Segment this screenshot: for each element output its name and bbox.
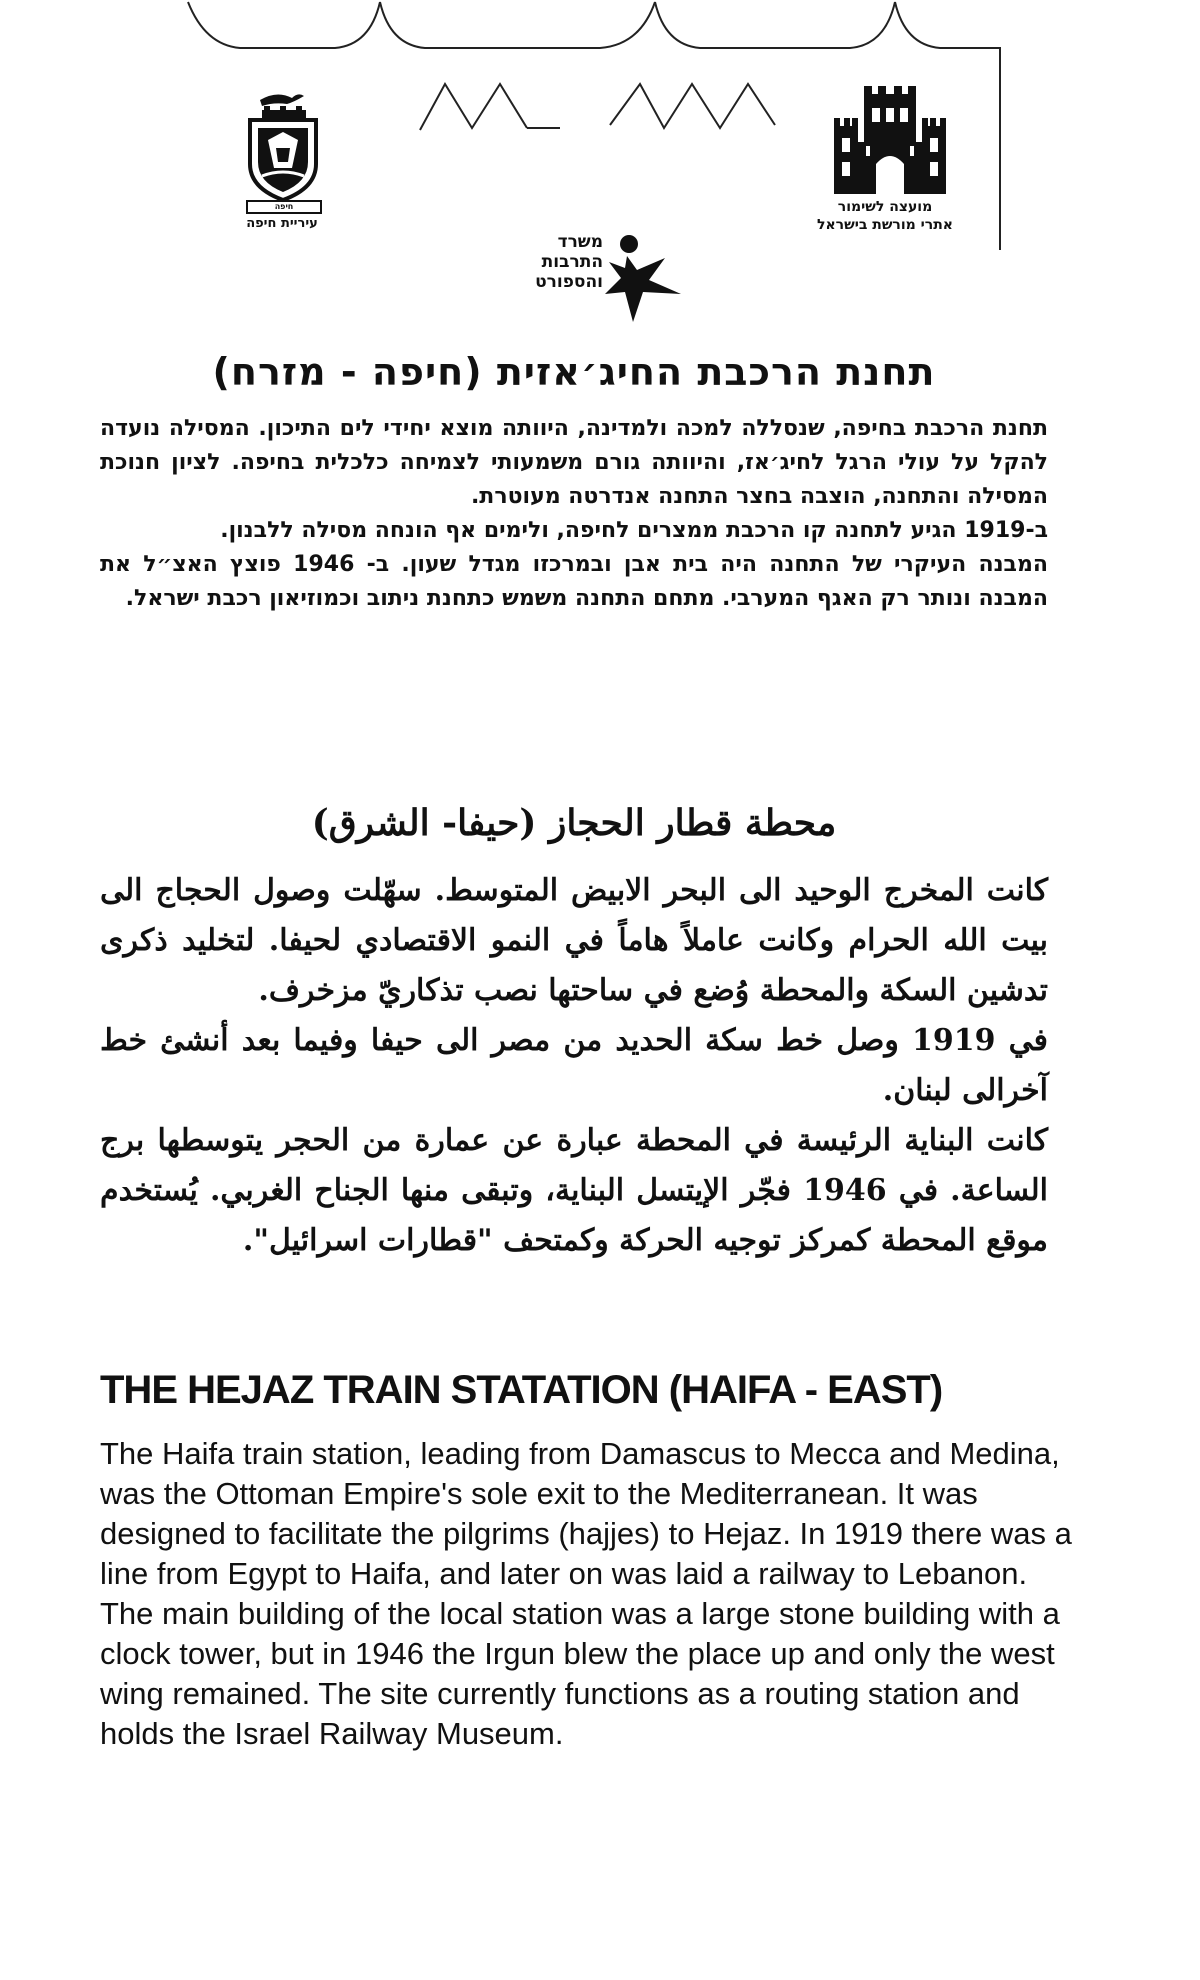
ministry-logo-line3: והספורט	[535, 272, 603, 292]
dancing-star-icon	[603, 232, 683, 324]
hebrew-paragraph-1: תחנת הרכבת בחיפה, שנסללה למכה ולמדינה, היוותה מוצא יחידי לים התיכון. המסילה נועדה להקל על עולי הרגל לחיג׳אז, והיוותה גורם משמעותי לצמיחה כלכלית בחיפה. לציון חנוכת המסילה והתחנה, הוצבה בחצר התחנה אנדרטה מעוטרת.	[100, 416, 1048, 509]
decorative-top-border	[0, 0, 1200, 260]
ministry-culture-sport-logo	[505, 230, 685, 330]
english-section	[100, 1366, 1100, 1754]
arabic-paragraph-2: في 1919 وصل خط سكة الحديد من مصر الى حيفا وفيما بعد أنشئ خط آخرالى لبنان.	[100, 1023, 1049, 1108]
council-logo-caption-line1: מועצה לשימור	[837, 199, 933, 215]
hebrew-paragraph-2: ב-1919 הגיע לתחנה קו הרכבת ממצרים לחיפה, ולימים אף הונחה מסילה ללבנון.	[220, 518, 1048, 543]
heritage-council-logo	[790, 86, 980, 246]
haifa-logo-caption: עיריית חיפה	[246, 216, 318, 231]
council-logo-caption-line2: אתרי מורשת בישראל	[817, 217, 953, 233]
haifa-logo-banner: חיפה	[246, 200, 322, 214]
hebrew-paragraph-3: המבנה העיקרי של התחנה היה בית אבן ובמרכזו מגדל שעון. ב- 1946 פוצץ האצ״ל את המבנה ונותר רק האגף המערבי. מתחם התחנה משמש כתחנת ניתוב וכמוזיאון רכבת ישראל.	[100, 552, 1048, 611]
ministry-logo-line2: התרבות	[541, 252, 603, 272]
english-paragraph-2: The main building of the local station was a large stone building with a clock tower, but in 1946 the Irgun blew the place up and only the west wing remained. The site currently functions as a routing station and holds the Israel Railway Museum.	[100, 1596, 1060, 1751]
english-title: THE HEJAZ TRAIN STATATION (HAIFA - EAST)	[100, 1368, 943, 1412]
haifa-city-emblem-icon	[232, 88, 332, 208]
hebrew-section	[100, 348, 1048, 616]
arabic-title: محطة قطار الحجاز (حيفا- الشرق)	[311, 802, 837, 844]
arabic-paragraph-3: كانت البناية الرئيسة في المحطة عبارة عن عمارة من الحجر يتوسطها برج الساعة. في 1946 فجّر الإيتسل البناية، وتبقى منها الجناح الغربي. يُستخدم موقع المحطة كمركز توجيه الحركة وكمتحف "قطارات اسرائيل".	[100, 1123, 1048, 1258]
castle-gate-icon	[830, 86, 950, 196]
hebrew-title: תחנת הרכבת החיג׳אזית (חיפה - מזרח)	[212, 350, 936, 394]
haifa-municipality-logo	[232, 88, 332, 238]
ministry-logo-line1: משרד	[557, 232, 603, 252]
arabic-section	[100, 800, 1048, 1266]
english-paragraph-1: The Haifa train station, leading from Damascus to Mecca and Medina, was the Ottoman Empire's sole exit to the Mediterranean. It was designed to facilitate the pilgrims (hajjes) to Hejaz. In 1919 there was a line from Egypt to Haifa, and later on was laid a railway to Lebanon.	[100, 1436, 1072, 1591]
arabic-paragraph-1: كانت المخرج الوحيد الى البحر الابيض المتوسط. سهّلت وصول الحجاج الى بيت الله الحرام وكانت عاملاً هاماً في النمو الاقتصادي لحيفا. لتخليد ذكرى تدشين السكة والمحطة وُضع في ساحتها نصب تذكاريّ مزخرف.	[100, 873, 1048, 1008]
